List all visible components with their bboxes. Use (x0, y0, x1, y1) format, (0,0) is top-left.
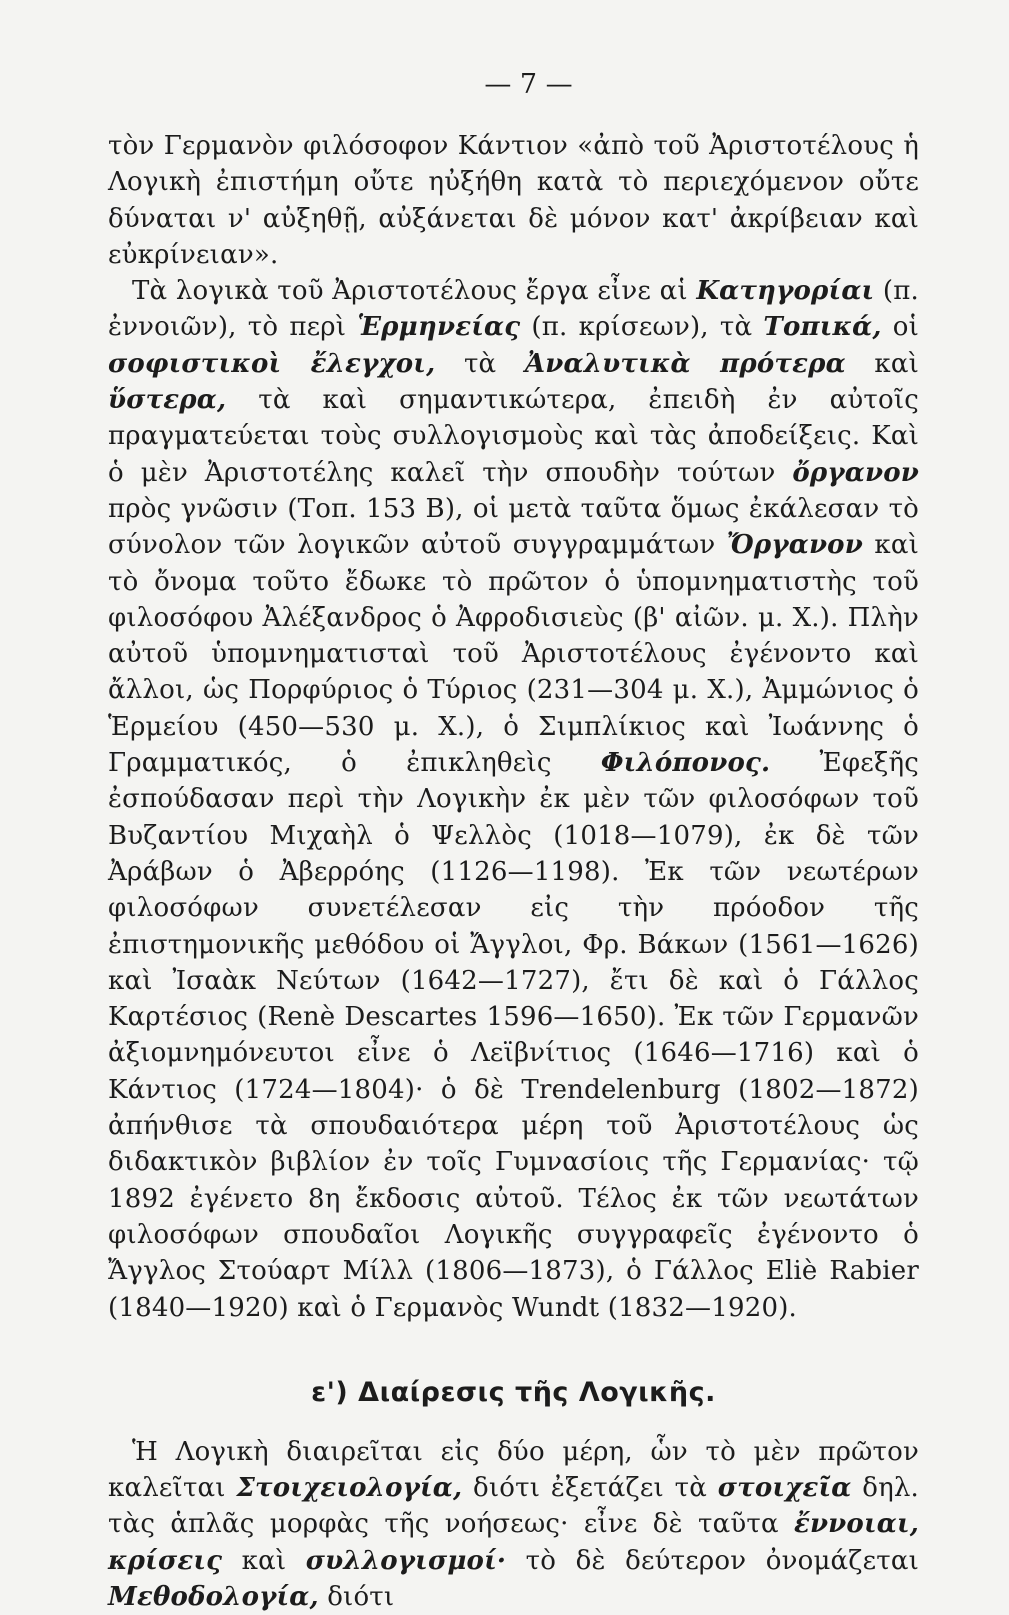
text-run: διότι ἐξετάζει τὰ (473, 1473, 708, 1504)
paragraph-3 (108, 1434, 919, 1615)
emphasis-term: Ἀναλυτικὰ πρότερα (524, 348, 846, 379)
text-run: τὸ δὲ δεύτερον ὀνομάζεται (525, 1545, 920, 1576)
text-run: Ἐφεξῆς ἐσπούδασαν περὶ τὴν Λογικὴν ἐκ μὲν τῶν φιλοσόφων τοῦ Βυζαντίου Μιχαὴλ ὁ Ψελλὸς (1018—1079), ἐκ δὲ τῶν Ἀράβων ὁ Ἀβερρόης (1126—1198). Ἐκ τῶν νεωτέρων φιλοσόφων συνετέλεσαν εἰς τὴν πρόοδον τῆς ἐπιστημονικῆς μεθόδου οἱ Ἄγγλοι, Φρ. Βάκων (1561—1626) καὶ Ἰσαὰκ Νεύτων (1642—1727), ἔτι δὲ καὶ ὁ Γάλλος Καρτέσιος (Renè Descartes 1596—1650). Ἐκ τῶν Γερμανῶν ἀξιομνημόνευτοι εἶνε ὁ Λεϊβνίτιος (1646—1716) καὶ ὁ Κάντιος (1724—1804)· ὁ δὲ Trendelenburg (1802—1872) ἀπήνθισε τὰ σπουδαιότερα μέρη τοῦ Ἀριστοτέλους ὡς διδακτικὸν βιβλίον ἐν τοῖς Γυμνασίοις τῆς Γερμανίας· τῷ 1892 ἐγένετο 8η ἔκδοσις αὐτοῦ. Τέλος ἐκ τῶν νεωτάτων φιλοσόφων σπουδαῖοι Λογικῆς συγγραφεῖς ἐγένοντο ὁ Ἄγγλος Στούαρτ Μίλλ (1806—1873), ὁ Γάλλος Eliè Rabier (1840—1920) καὶ ὁ Γερμανὸς Wundt (1832—1920). (108, 748, 919, 1323)
text-run: τὰ (463, 348, 497, 379)
text-run: καὶ (874, 348, 919, 379)
emphasis-term: Κατηγορίαι (696, 276, 875, 307)
emphasis-term: Φιλόπονος. (600, 748, 771, 779)
emphasis-term: ὄργανον (792, 457, 920, 488)
text-run: δηλ. τὰς ἁπλᾶς μορφὰς τῆς νοήσεως· εἶνε δὲ ταῦτα (108, 1473, 920, 1540)
text-run: καὶ (241, 1545, 287, 1576)
paragraph-1: τὸν Γερμανὸν φιλόσοφον Κάντιον «ἀπὸ τοῦ Ἀριστοτέλους ἡ Λογικὴ ἐπιστήμη οὔτε ηὐξήθη κατὰ τὸ περιεχόμενον οὔτε δύναται ν' αὐξηθῇ, αὐξάνεται δὲ μόνον κατ' ἀκρίβειαν καὶ εὐκρίνειαν». (108, 131, 919, 270)
emphasis-term: ἔννοιαι, κρίσεις (108, 1509, 919, 1576)
emphasis-term: ὕστερα, (108, 385, 227, 416)
text-run: Ἡ Λογικὴ διαιρεῖται εἰς δύο μέρη, ὧν τὸ μὲν πρῶτον καλεῖται (108, 1436, 919, 1504)
emphasis-term: Τοπικά, (763, 312, 882, 343)
emphasis-term: σοφιστικοὶ ἔλεγχοι, (108, 348, 436, 379)
text-run: οἱ (892, 312, 920, 343)
page-body (108, 128, 919, 1615)
page-number: — 7 — (484, 69, 573, 100)
emphasis-term: στοιχεῖα (717, 1473, 852, 1504)
emphasis-term: Ἑρμηνείας (357, 312, 521, 343)
emphasis-term: Ὄργανον (726, 530, 863, 561)
paragraph-2 (108, 273, 919, 1326)
emphasis-term: Μεθοδολογία, (108, 1581, 319, 1612)
text-run: (π. κρίσεων), τὰ (531, 312, 753, 343)
emphasis-term: συλλογισμοί· (305, 1545, 507, 1576)
text-run: (π. ἐννοιῶν), τὸ περὶ (108, 276, 919, 343)
text-run: τὰ καὶ σημαντικώτερα, ἐπειδὴ ἐν αὐτοῖς πραγματεύεται τοὺς συλλογισμοὺς καὶ τὰς ἀποδείξεις. Καὶ ὁ μὲν Ἀριστοτέλης καλεῖ τὴν σπουδὴν τούτων (108, 385, 919, 488)
section-heading: ε') Διαίρεσις τῆς Λογικῆς. (311, 1376, 716, 1408)
text-run: πρὸς γνῶσιν (Τοπ. 153 Β), οἱ μετὰ ταῦτα ὅμως ἐκάλεσαν τὸ σύνολον τῶν λογικῶν αὐτοῦ συγγραμμάτων (108, 493, 919, 561)
text-run: Τὰ λογικὰ τοῦ Ἀριστοτέλους ἔργα εἶνε αἱ (132, 276, 688, 307)
emphasis-term: Στοιχειολογία, (236, 1473, 463, 1504)
text-run: καὶ τὸ ὄνομα τοῦτο ἔδωκε τὸ πρῶτον ὁ ὑπομνηματιστὴς τοῦ φιλοσόφου Ἀλέξανδρος ὁ Ἀφροδισιεὺς (β' αἰῶν. μ. Χ.). Πλὴν αὐτοῦ ὑπομνηματισταὶ τοῦ Ἀριστοτέλους ἐγένοντο καὶ ἄλλοι, ὡς Πορφύριος ὁ Τύριος (231—304 μ. Χ.), Ἀμμώνιος ὁ Ἑρμείου (450—530 μ. Χ.), ὁ Σιμπλίκιος καὶ Ἰωάννης ὁ Γραμματικός, ὁ ἐπικληθεὶς (108, 530, 919, 779)
text-run: διότι (327, 1581, 395, 1612)
